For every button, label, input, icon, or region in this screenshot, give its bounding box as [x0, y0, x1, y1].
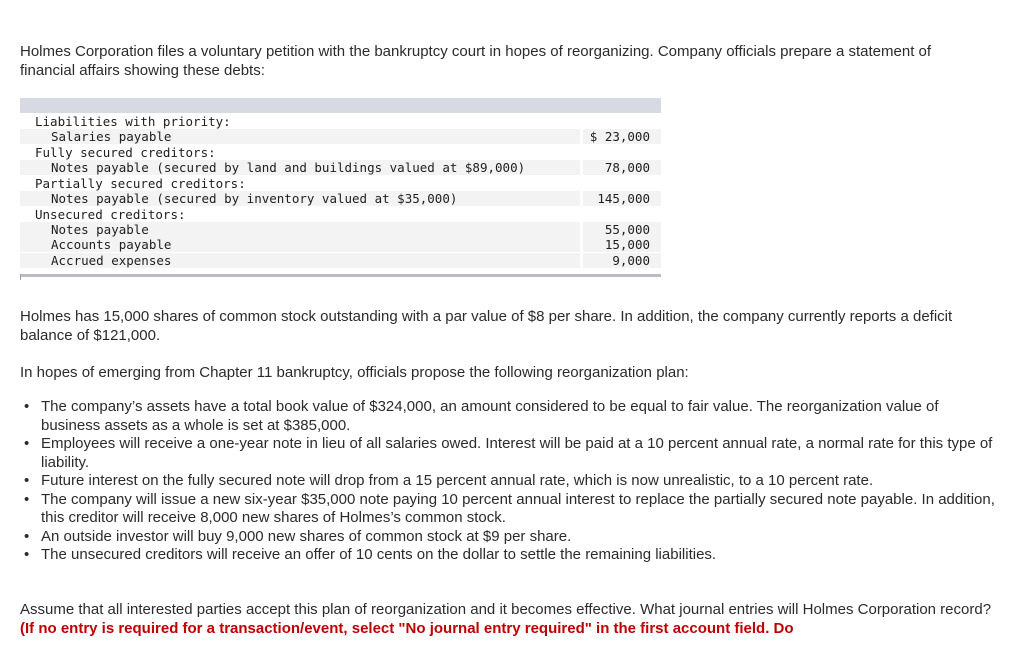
plan-item: • Future interest on the fully secured note will drop from a 15 percent annual rate, which is now unrealistic, to a 10 percent rate.	[20, 472, 995, 491]
plan-list	[20, 398, 995, 565]
table-row: Notes payable (secured by land and buildings valued at $89,000) 78,000	[20, 160, 661, 175]
debts-table	[20, 98, 661, 278]
table-row: Fully secured creditors:	[35, 145, 216, 160]
table-row: Accounts payable 15,000	[20, 237, 661, 252]
plan-item: • The company’s assets have a total book value of $324,000, an amount considered to be equal to fair value. The reorganization value of business assets as a whole is set at $385,000.	[20, 398, 995, 435]
plan-item: • Employees will receive a one-year note in lieu of all salaries owed. Interest will be paid at a 10 percent annual rate, a normal rate for this type of liability.	[20, 435, 995, 472]
table-row: Notes payable (secured by inventory valued at $35,000) 145,000	[20, 191, 661, 206]
plan-item: • The company will issue a new six-year $35,000 note paying 10 percent annual interest to replace the partially secured note payable. In addition, this creditor will receive 8,000 new shares of Holmes’s common stock.	[20, 491, 995, 528]
instruction-text: (If no entry is required for a transaction/event, select "No journal entry required" in the first account field. Do	[20, 620, 794, 637]
table-row: Salaries payable $ 23,000	[20, 129, 661, 144]
table-row: Unsecured creditors:	[35, 207, 186, 222]
table-footer-bar	[20, 274, 661, 277]
plan-intro-paragraph: In hopes of emerging from Chapter 11 bankruptcy, officials propose the following reorganization plan:	[20, 364, 689, 381]
table-footer-tick	[20, 274, 21, 280]
table-header-bar	[20, 98, 661, 113]
question-paragraph	[20, 600, 995, 638]
intro-paragraph: Holmes Corporation files a voluntary petition with the bankruptcy court in hopes of reorganizing. Company officials prepare a statement of financial affairs showing these debts:	[20, 43, 932, 79]
question-text: Assume that all interested parties accept this plan of reorganization and it becomes effective. What journal entries will Holmes Corporation record?	[20, 601, 992, 618]
table-row: Notes payable 55,000	[20, 222, 661, 237]
shares-paragraph: Holmes has 15,000 shares of common stock outstanding with a par value of $8 per share. In addition, the company currently reports a deficit balance of $121,000.	[20, 308, 953, 344]
plan-item: • The unsecured creditors will receive an offer of 10 cents on the dollar to settle the remaining liabilities.	[20, 546, 995, 565]
table-row: Liabilities with priority:	[35, 114, 231, 129]
plan-item: • An outside investor will buy 9,000 new shares of common stock at $9 per share.	[20, 528, 995, 547]
table-row: Partially secured creditors:	[35, 176, 246, 191]
table-row: Accrued expenses 9,000	[20, 253, 661, 268]
